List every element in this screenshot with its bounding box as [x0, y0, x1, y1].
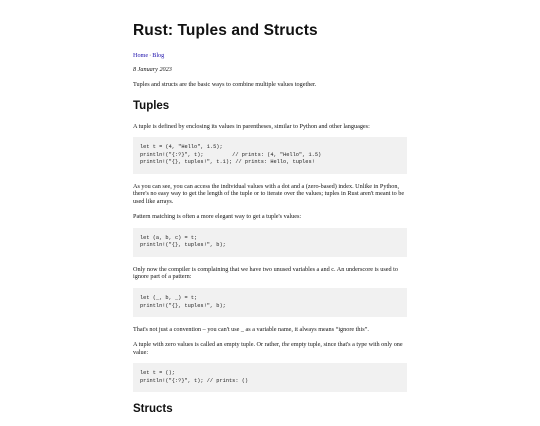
code-line: println!("{}, tuples!", b); [140, 242, 226, 249]
code-line: println!("{}, tuples!", t.1); // prints: Hello, tuples! [140, 159, 315, 166]
code-line: let (a, b, c) = t; [140, 234, 198, 241]
code-line: println!("{:?}", t); // prints: () [140, 377, 249, 384]
code-block-tuple-definition [133, 137, 407, 173]
article [133, 20, 407, 426]
code-line: println!("{}, tuples!", b); [140, 302, 226, 309]
tuple-definition-paragraph: A tuple is defined by enclosing its values in parentheses, similar to Python and other languages: [133, 122, 370, 130]
pattern-matching-paragraph: Pattern matching is often a more elegant way to get a tuple's values: [133, 213, 302, 220]
code-line: let (_, b, _) = t; [140, 295, 198, 302]
empty-tuple-paragraph [133, 341, 407, 357]
underscore-convention-paragraph: That's not just a convention – you can't use _ as a variable name, it always means “ignore this”. [133, 326, 369, 334]
breadcrumb [133, 52, 407, 60]
unused-variables-paragraph: Only now the compiler is complaining that we have two unused variables a and c. An underscore is used to ignore part of a pattern: [133, 265, 398, 281]
home-link[interactable]: Home [133, 52, 149, 59]
tuple-access-paragraph: As you can see, you can access the individual values with a dot and a (zero-based) index. Unlike in Python, there's no easy way to get the length of the tuple or to iterate over the values; tuples in Rust aren't meant to be used like arrays. [133, 182, 405, 206]
code-block-underscore-pattern [133, 288, 407, 317]
page-title: Rust: Tuples and Structs [133, 22, 318, 39]
code-block-pattern-matching [133, 228, 407, 257]
tuples-heading: Tuples [133, 99, 170, 112]
emphasis-the: the [281, 340, 290, 348]
breadcrumb-separator: · [149, 52, 152, 59]
structs-heading: Structs [133, 403, 173, 416]
empty-tuple-text-1: A tuple with zero values is called an empty tuple. Or rather, [133, 340, 281, 348]
blog-link[interactable]: Blog [152, 52, 165, 59]
empty-tuple-text-2: empty tuple, since that's a type with only one value: [133, 340, 403, 356]
code-line: println!("{:?}", t); // prints: (4, "Hello", 1.5) [140, 151, 322, 158]
code-line: let t = (); [140, 370, 175, 377]
code-line: let t = (4, "Hello", 1.5); [140, 144, 223, 151]
code-block-empty-tuple [133, 363, 407, 392]
post-date: 8 January 2023 [133, 66, 172, 73]
intro-paragraph: Tuples and structs are the basic ways to combine multiple values together. [133, 80, 317, 88]
